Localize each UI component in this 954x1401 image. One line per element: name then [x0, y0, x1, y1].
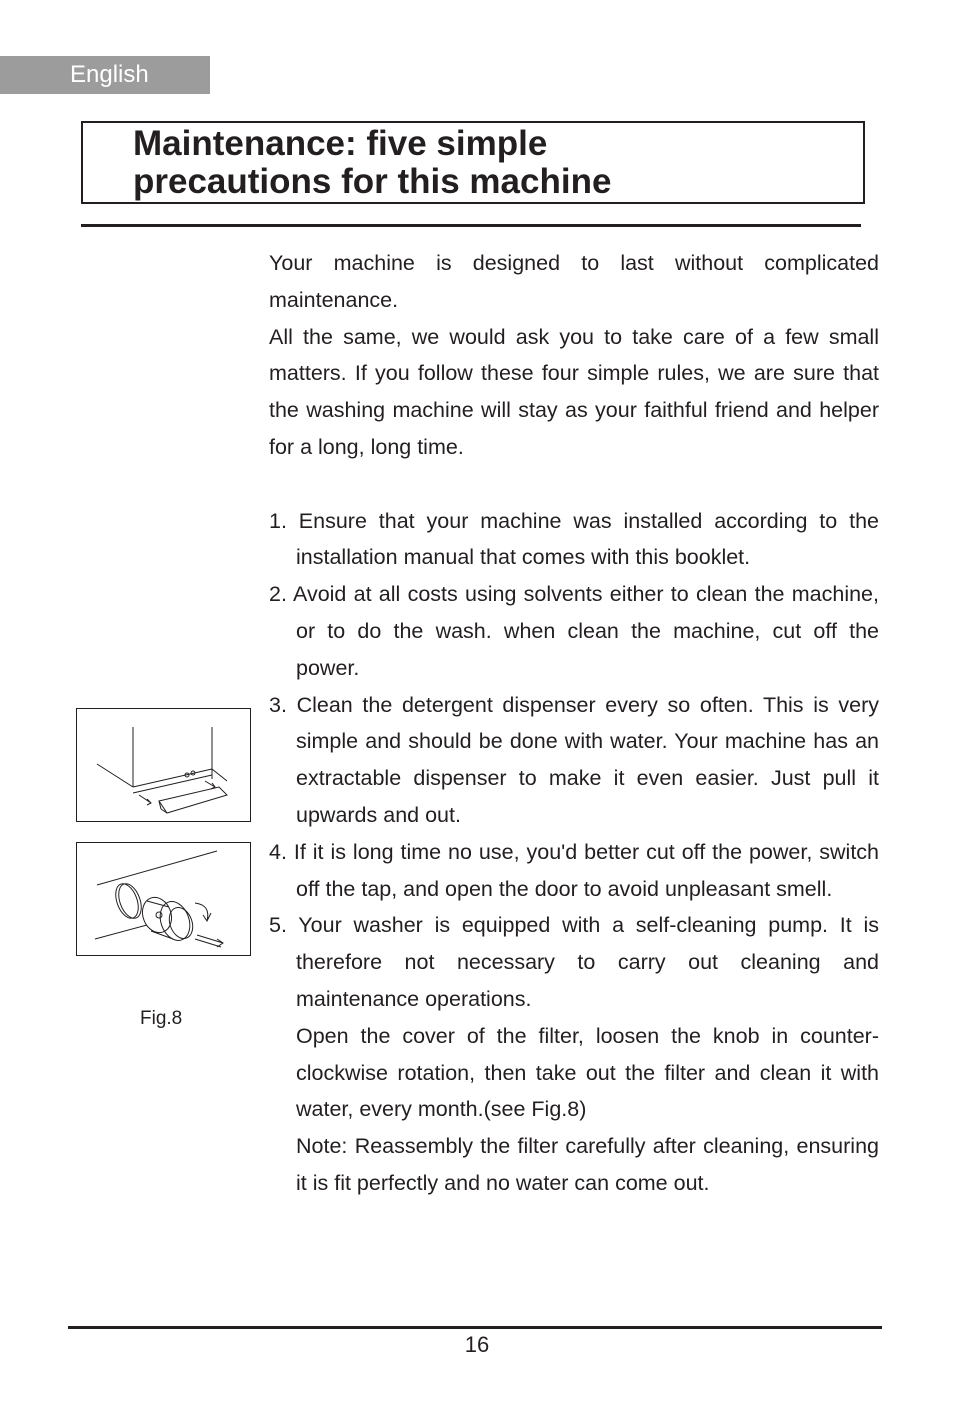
footer-divider: [68, 1326, 882, 1329]
title-box: [81, 121, 865, 204]
page-number: 16: [464, 1332, 490, 1357]
language-tab: English: [0, 56, 210, 94]
title-line-2: precautions for this machine: [133, 162, 612, 201]
filter-illustration: [76, 842, 251, 956]
item-5-note: Note: Reassembly the filter carefully after cleaning, ensuring it is fit perfectly and no water can come out.: [296, 1134, 879, 1195]
header-divider: [81, 224, 861, 227]
list-item-2: 2. Avoid at all costs using solvents either to clean the machine, or to do the wash. when clean the machine, cut off the power.: [269, 582, 879, 680]
list-item-4: 4. If it is long time no use, you'd better cut off the power, switch off the tap, and open the door to avoid unpleasant smell.: [269, 839, 879, 901]
figure-caption: Fig.8: [140, 1008, 183, 1029]
intro-paragraph-1: Your machine is designed to last without complicated maintenance.: [269, 251, 879, 312]
list-item-5: 5. Your washer is equipped with a self-cleaning pump. It is therefore not necessary to carry out cleaning and maintenance operations.: [269, 913, 879, 1011]
list-item-1: 1. Ensure that your machine was installed according to the installation manual that comes with this booklet.: [269, 508, 879, 570]
dispenser-illustration: [76, 708, 251, 822]
page-title: [133, 125, 611, 201]
intro-paragraph-2: All the same, we would ask you to take care of a few small matters. If you follow these four simple rules, we are sure that the washing machine will stay as your faithful friend and helper for a long, long time.: [269, 324, 879, 459]
list-item-3: 3. Clean the detergent dispenser every so often. This is very simple and should be done with water. Your machine has an extractable dispenser to make it even easier. Just pull it upwards and out.: [269, 692, 879, 827]
title-line-1: Maintenance: five simple: [133, 124, 548, 163]
item-5-filter-instructions: Open the cover of the filter, loosen the knob in counter-clockwise rotation, then take out the filter and clean it with water, every month.(see Fig.8): [296, 1023, 879, 1122]
body-text: [269, 245, 879, 1202]
